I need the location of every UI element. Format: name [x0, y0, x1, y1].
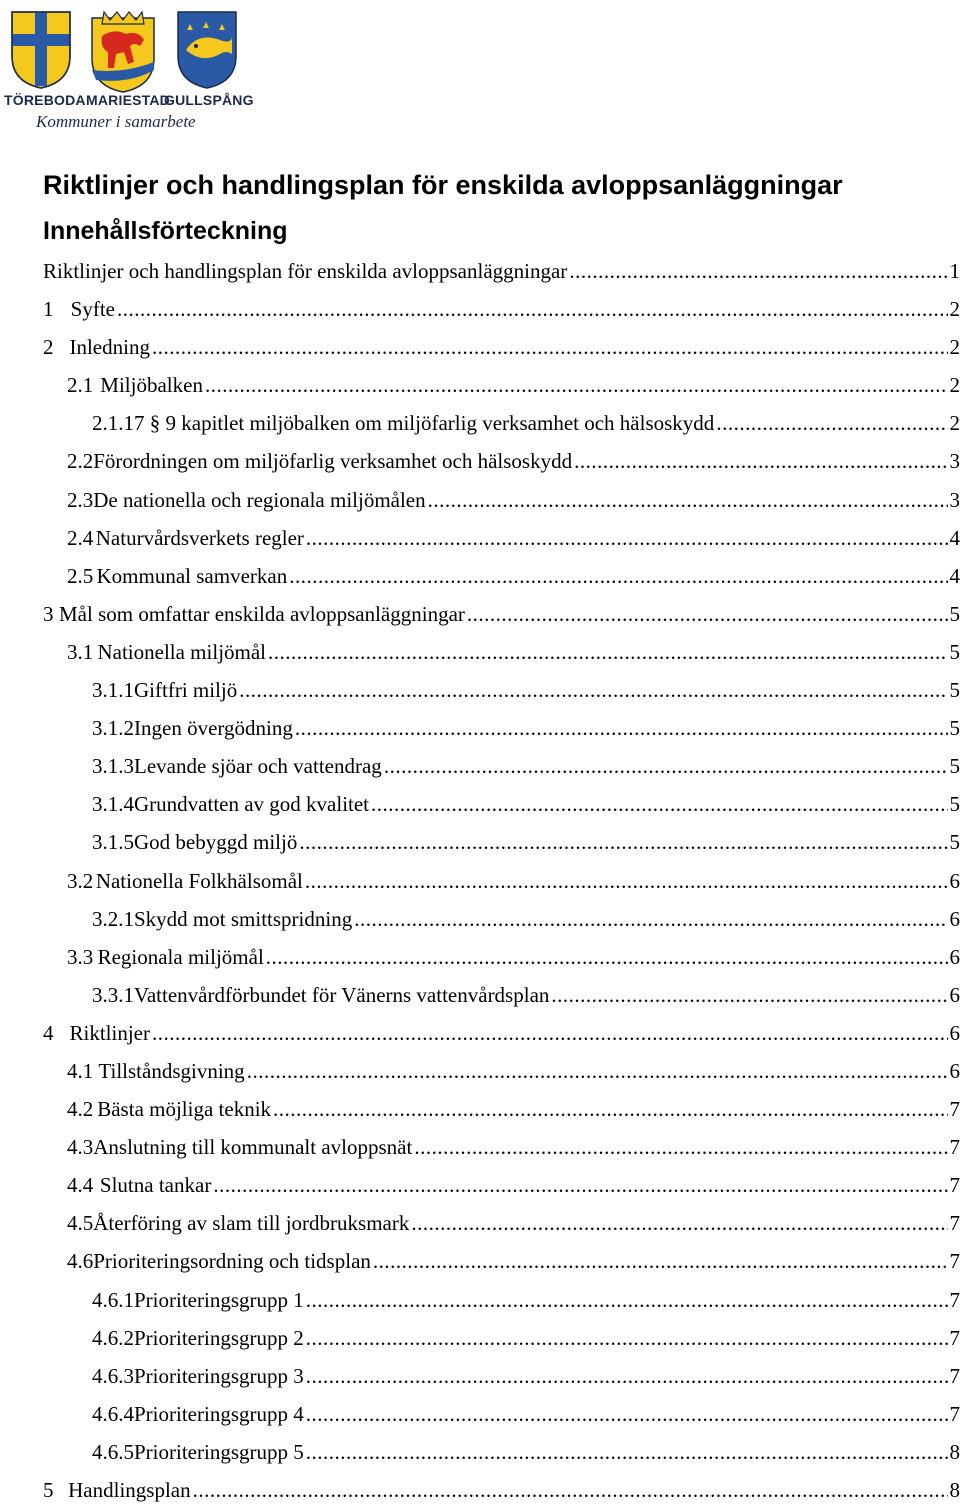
toc-entry-number: 4.3 [67, 1135, 93, 1160]
toc-entry-page[interactable]: 2 [948, 335, 960, 360]
mariestad-coat-of-arms-icon [90, 10, 156, 94]
toc-entry-label[interactable]: Anslutning till kommunalt avloppsnät [93, 1135, 414, 1160]
toc-leader-dots [467, 602, 948, 627]
toc-entry-number: 4.6.1 [92, 1288, 134, 1313]
toc-leader-dots [569, 259, 947, 284]
toc-entry-number: 4.4 [67, 1173, 100, 1198]
toc-entry-page[interactable]: 7 [948, 1135, 960, 1160]
toc-entry[interactable] [0, 825, 960, 863]
toc-entry[interactable] [0, 673, 960, 711]
toc-heading: Innehållsförteckning [43, 217, 287, 246]
toc-entry-page[interactable]: 2 [948, 373, 960, 398]
toc-entry-label[interactable]: Riktlinjer [69, 1021, 152, 1046]
toc-leader-dots [306, 1326, 948, 1351]
toc-entry-page[interactable]: 7 [948, 1097, 960, 1122]
toc-entry-page[interactable]: 2 [948, 411, 960, 436]
toc-entry-number: 3 [43, 602, 59, 627]
toc-entry-page[interactable]: 5 [948, 640, 960, 665]
toc-entry[interactable] [0, 1435, 960, 1473]
toc-leader-dots [268, 640, 947, 665]
toreboda-coat-of-arms-icon [10, 10, 72, 90]
toc-leader-dots [306, 1364, 948, 1389]
toc-entry-number: 1 [43, 297, 71, 322]
toc-entry-label[interactable]: Förordningen om miljöfarlig verksamhet och hälsoskydd [93, 449, 574, 474]
toc-leader-dots [193, 1478, 948, 1503]
toc-entry[interactable] [0, 597, 960, 635]
toc-entry-label[interactable]: Miljöbalken [100, 373, 205, 398]
toc-entry-number: 4.2 [67, 1097, 97, 1122]
toc-entry-label[interactable]: Giftfri miljö [134, 678, 239, 703]
toc-leader-dots [239, 678, 947, 703]
toc-leader-dots [428, 488, 948, 513]
toc-entry-row[interactable] [67, 1173, 960, 1198]
toc-entry[interactable] [0, 1016, 960, 1054]
toc-entry-label[interactable]: Prioriteringsgrupp 1 [134, 1288, 306, 1313]
toc-entry-page[interactable]: 6 [948, 983, 960, 1008]
toc-entry-page[interactable]: 6 [948, 907, 960, 932]
toc-entry-row[interactable] [43, 335, 960, 360]
toc-entry[interactable] [0, 483, 960, 521]
toc-entry-label[interactable]: Prioriteringsordning och tidsplan [93, 1249, 373, 1274]
toc-entry-row[interactable] [67, 945, 960, 970]
tagline: Kommuner i samarbete [36, 112, 196, 132]
document-title: Riktlinjer och handlingsplan för enskilda avloppsanläggningar [43, 170, 843, 201]
toc-entry-row[interactable] [92, 983, 960, 1008]
toc-entry-page[interactable]: 5 [948, 754, 960, 779]
toc-leader-dots [716, 411, 947, 436]
toc-entry-page[interactable]: 5 [948, 602, 960, 627]
toc-entry-label[interactable]: Mål som omfattar enskilda avloppsanläggningar [59, 602, 467, 627]
toc-entry-page[interactable]: 2 [948, 297, 960, 322]
toc-entry-page[interactable]: 6 [948, 869, 960, 894]
toc-entry[interactable] [0, 559, 960, 597]
toc-entry-row[interactable] [67, 449, 960, 474]
toc-leader-dots [373, 1249, 948, 1274]
toc-entry-page[interactable]: 4 [948, 564, 960, 589]
toc-entry-number: 2.1.1 [92, 411, 134, 436]
toc-entry-number: 2.1 [67, 373, 100, 398]
toc-entry-number: 2.2 [67, 449, 93, 474]
toc-entry-label[interactable]: Prioriteringsgrupp 5 [134, 1440, 306, 1465]
toc-entry-row[interactable] [67, 869, 960, 894]
toc-entry-row[interactable] [92, 792, 960, 817]
toc-entry[interactable] [0, 1130, 960, 1168]
municipality-name: TÖREBODA [4, 92, 86, 108]
toc-entry-number: 4 [43, 1021, 69, 1046]
toc-entry-label[interactable]: Syfte [71, 297, 117, 322]
toc-entry-number: 3.1.4 [92, 792, 134, 817]
toc-entry-label[interactable]: Slutna tankar [100, 1173, 213, 1198]
toc-entry-page[interactable]: 5 [948, 830, 960, 855]
toc-entry[interactable] [0, 1283, 960, 1321]
toc-entry-number: 3.2 [67, 869, 96, 894]
toc-leader-dots [266, 945, 948, 970]
toc-entry[interactable] [0, 940, 960, 978]
toc-entry-row[interactable] [92, 1402, 960, 1427]
toc-entry-row[interactable] [92, 678, 960, 703]
toc-entry[interactable] [0, 1359, 960, 1397]
toc-leader-dots [213, 1173, 947, 1198]
toc-leader-dots [371, 792, 947, 817]
toc-entry-page[interactable]: 7 [948, 1402, 960, 1427]
toc-entry[interactable] [0, 902, 960, 940]
table-of-contents [0, 254, 960, 1511]
toc-entry[interactable] [0, 1206, 960, 1244]
toc-entry-label[interactable]: Inledning [69, 335, 151, 360]
toc-entry-label[interactable]: De nationella och regionala miljömålen [93, 488, 427, 513]
header-logo [4, 6, 244, 130]
toc-entry[interactable] [0, 978, 960, 1016]
toc-entry-row[interactable] [43, 1021, 960, 1046]
toc-entry-number: 3.1.3 [92, 754, 134, 779]
toc-entry-number: 3.3 [67, 945, 98, 970]
toc-entry-label[interactable]: Kommunal samverkan [97, 564, 290, 589]
toc-entry-page[interactable]: 3 [948, 449, 960, 474]
toc-leader-dots [152, 335, 948, 360]
toc-entry-number: 4.1 [67, 1059, 98, 1084]
toc-entry-number: 4.6 [67, 1249, 93, 1274]
toc-entry-label[interactable]: Handlingsplan [68, 1478, 192, 1503]
toc-entry-page[interactable]: 6 [948, 1021, 960, 1046]
toc-leader-dots [414, 1135, 947, 1160]
toc-entry[interactable] [0, 1092, 960, 1130]
toc-entry-label[interactable]: Ingen övergödning [134, 716, 295, 741]
toc-entry-page[interactable]: 6 [948, 945, 960, 970]
toc-entry[interactable] [0, 444, 960, 482]
toc-leader-dots [247, 1059, 948, 1084]
toc-entry-row[interactable] [67, 640, 960, 665]
toc-entry-page[interactable]: 1 [948, 259, 960, 284]
toc-entry-row[interactable] [92, 1364, 960, 1389]
toc-entry-row[interactable] [43, 602, 960, 627]
toc-entry[interactable] [0, 749, 960, 787]
toc-leader-dots [306, 1402, 948, 1427]
toc-entry-row[interactable] [67, 1135, 960, 1160]
toc-entry-number: 3.2.1 [92, 907, 134, 932]
toc-entry-label[interactable]: Bästa möjliga teknik [97, 1097, 273, 1122]
toc-entry-page[interactable]: 4 [948, 526, 960, 551]
toc-entry-number: 2 [43, 335, 69, 360]
toc-entry-number: 4.6.4 [92, 1402, 134, 1427]
toc-entry[interactable] [0, 1168, 960, 1206]
toc-leader-dots [574, 449, 947, 474]
toc-entry-number: 4.6.2 [92, 1326, 134, 1351]
toc-entry-row[interactable] [43, 259, 960, 284]
municipality-name: MARIESTAD [86, 92, 170, 108]
toc-leader-dots [152, 1021, 948, 1046]
toc-entry-label[interactable]: God bebyggd miljö [134, 830, 299, 855]
toc-leader-dots [305, 869, 948, 894]
toc-entry-label[interactable]: Prioriteringsgrupp 4 [134, 1402, 306, 1427]
toc-leader-dots [551, 983, 947, 1008]
toc-entry-number: 2.4 [67, 526, 96, 551]
toc-entry-page[interactable]: 7 [948, 1326, 960, 1351]
toc-entry[interactable] [0, 330, 960, 368]
toc-entry-label[interactable]: Prioriteringsgrupp 3 [134, 1364, 306, 1389]
toc-entry-page[interactable]: 7 [948, 1288, 960, 1313]
toc-entry-page[interactable]: 7 [948, 1173, 960, 1198]
toc-leader-dots [299, 830, 947, 855]
toc-entry-label[interactable]: Skydd mot smittspridning [134, 907, 354, 932]
toc-entry[interactable] [0, 254, 960, 292]
toc-entry-page[interactable]: 5 [948, 678, 960, 703]
toc-entry-row[interactable] [67, 1249, 960, 1274]
toc-entry-label[interactable]: Levande sjöar och vattendrag [134, 754, 384, 779]
toc-entry[interactable] [0, 368, 960, 406]
toc-entry-number: 4.6.3 [92, 1364, 134, 1389]
toc-entry-row[interactable] [67, 1059, 960, 1084]
toc-entry[interactable] [0, 711, 960, 749]
toc-entry-row[interactable] [67, 1097, 960, 1122]
toc-entry-label[interactable]: Nationella Folkhälsomål [96, 869, 305, 894]
toc-entry-row[interactable] [43, 297, 960, 322]
toc-entry-label[interactable]: Naturvårdsverkets regler [96, 526, 306, 551]
toc-entry-page[interactable]: 5 [948, 792, 960, 817]
coat-of-arms-group [10, 10, 240, 100]
toc-leader-dots [411, 1211, 947, 1236]
toc-leader-dots [273, 1097, 947, 1122]
toc-entry-page[interactable]: 8 [948, 1440, 960, 1465]
toc-entry-label[interactable]: 7 § 9 kapitlet miljöbalken om miljöfarlig verksamhet och hälsoskydd [134, 411, 716, 436]
toc-entry[interactable] [0, 292, 960, 330]
toc-entry[interactable] [0, 1473, 960, 1511]
toc-entry-label[interactable]: Återföring av slam till jordbruksmark [93, 1211, 411, 1236]
toc-entry[interactable] [0, 1054, 960, 1092]
toc-entry-number: 3.1.1 [92, 678, 134, 703]
toc-entry[interactable] [0, 406, 960, 444]
toc-entry-row[interactable] [67, 564, 960, 589]
toc-entry-page[interactable]: 3 [948, 488, 960, 513]
toc-entry-row[interactable] [92, 411, 960, 436]
toc-entry[interactable] [0, 521, 960, 559]
toc-leader-dots [205, 373, 948, 398]
toc-entry[interactable] [0, 1244, 960, 1282]
toc-entry-number: 2.3 [67, 488, 93, 513]
toc-leader-dots [306, 1440, 948, 1465]
toc-entry-label[interactable]: Tillståndsgivning [98, 1059, 246, 1084]
toc-entry-row[interactable] [92, 716, 960, 741]
toc-entry-label[interactable]: Prioriteringsgrupp 2 [134, 1326, 306, 1351]
toc-entry-label[interactable]: Nationella miljömål [97, 640, 268, 665]
municipality-name: GULLSPÅNG [164, 92, 254, 108]
toc-entry-page[interactable]: 5 [948, 716, 960, 741]
toc-entry-number: 3.1.2 [92, 716, 134, 741]
toc-entry-page[interactable]: 7 [948, 1249, 960, 1274]
toc-entry-page[interactable]: 7 [948, 1364, 960, 1389]
toc-entry[interactable] [0, 1321, 960, 1359]
toc-entry-page[interactable]: 6 [948, 1059, 960, 1084]
toc-entry-number: 3.3.1 [92, 983, 134, 1008]
toc-leader-dots [117, 297, 948, 322]
toc-entry-label[interactable]: Riktlinjer och handlingsplan för enskilda avloppsanläggningar [43, 259, 569, 284]
toc-entry-row[interactable] [67, 1211, 960, 1236]
toc-entry-number: 3.1.5 [92, 830, 134, 855]
toc-entry-page[interactable]: 8 [948, 1478, 960, 1503]
toc-entry-page[interactable]: 7 [948, 1211, 960, 1236]
toc-entry[interactable] [0, 787, 960, 825]
toc-entry-row[interactable] [67, 488, 960, 513]
toc-entry-label[interactable]: Grundvatten av god kvalitet [134, 792, 371, 817]
toc-entry-label[interactable]: Regionala miljömål [98, 945, 266, 970]
toc-entry-row[interactable] [92, 907, 960, 932]
toc-entry-number: 4.6.5 [92, 1440, 134, 1465]
toc-entry-row[interactable] [67, 373, 960, 398]
toc-entry-row[interactable] [92, 1326, 960, 1351]
toc-leader-dots [354, 907, 947, 932]
toc-entry-number: 2.5 [67, 564, 97, 589]
toc-entry-row[interactable] [92, 754, 960, 779]
toc-leader-dots [295, 716, 948, 741]
toc-leader-dots [306, 1288, 948, 1313]
toc-entry-row[interactable] [92, 1288, 960, 1313]
toc-entry-number: 5 [43, 1478, 68, 1503]
toc-entry[interactable] [0, 1397, 960, 1435]
toc-entry-row[interactable] [43, 1478, 960, 1503]
toc-entry-number: 4.5 [67, 1211, 93, 1236]
toc-entry-row[interactable] [92, 830, 960, 855]
toc-leader-dots [289, 564, 947, 589]
toc-entry-number: 3.1 [67, 640, 97, 665]
gullspang-coat-of-arms-icon [176, 10, 238, 90]
toc-leader-dots [384, 754, 948, 779]
toc-leader-dots [306, 526, 948, 551]
toc-entry[interactable] [0, 864, 960, 902]
toc-entry[interactable] [0, 635, 960, 673]
toc-entry-row[interactable] [67, 526, 960, 551]
toc-entry-label[interactable]: Vattenvårdförbundet för Vänerns vattenvårdsplan [134, 983, 551, 1008]
toc-entry-row[interactable] [92, 1440, 960, 1465]
